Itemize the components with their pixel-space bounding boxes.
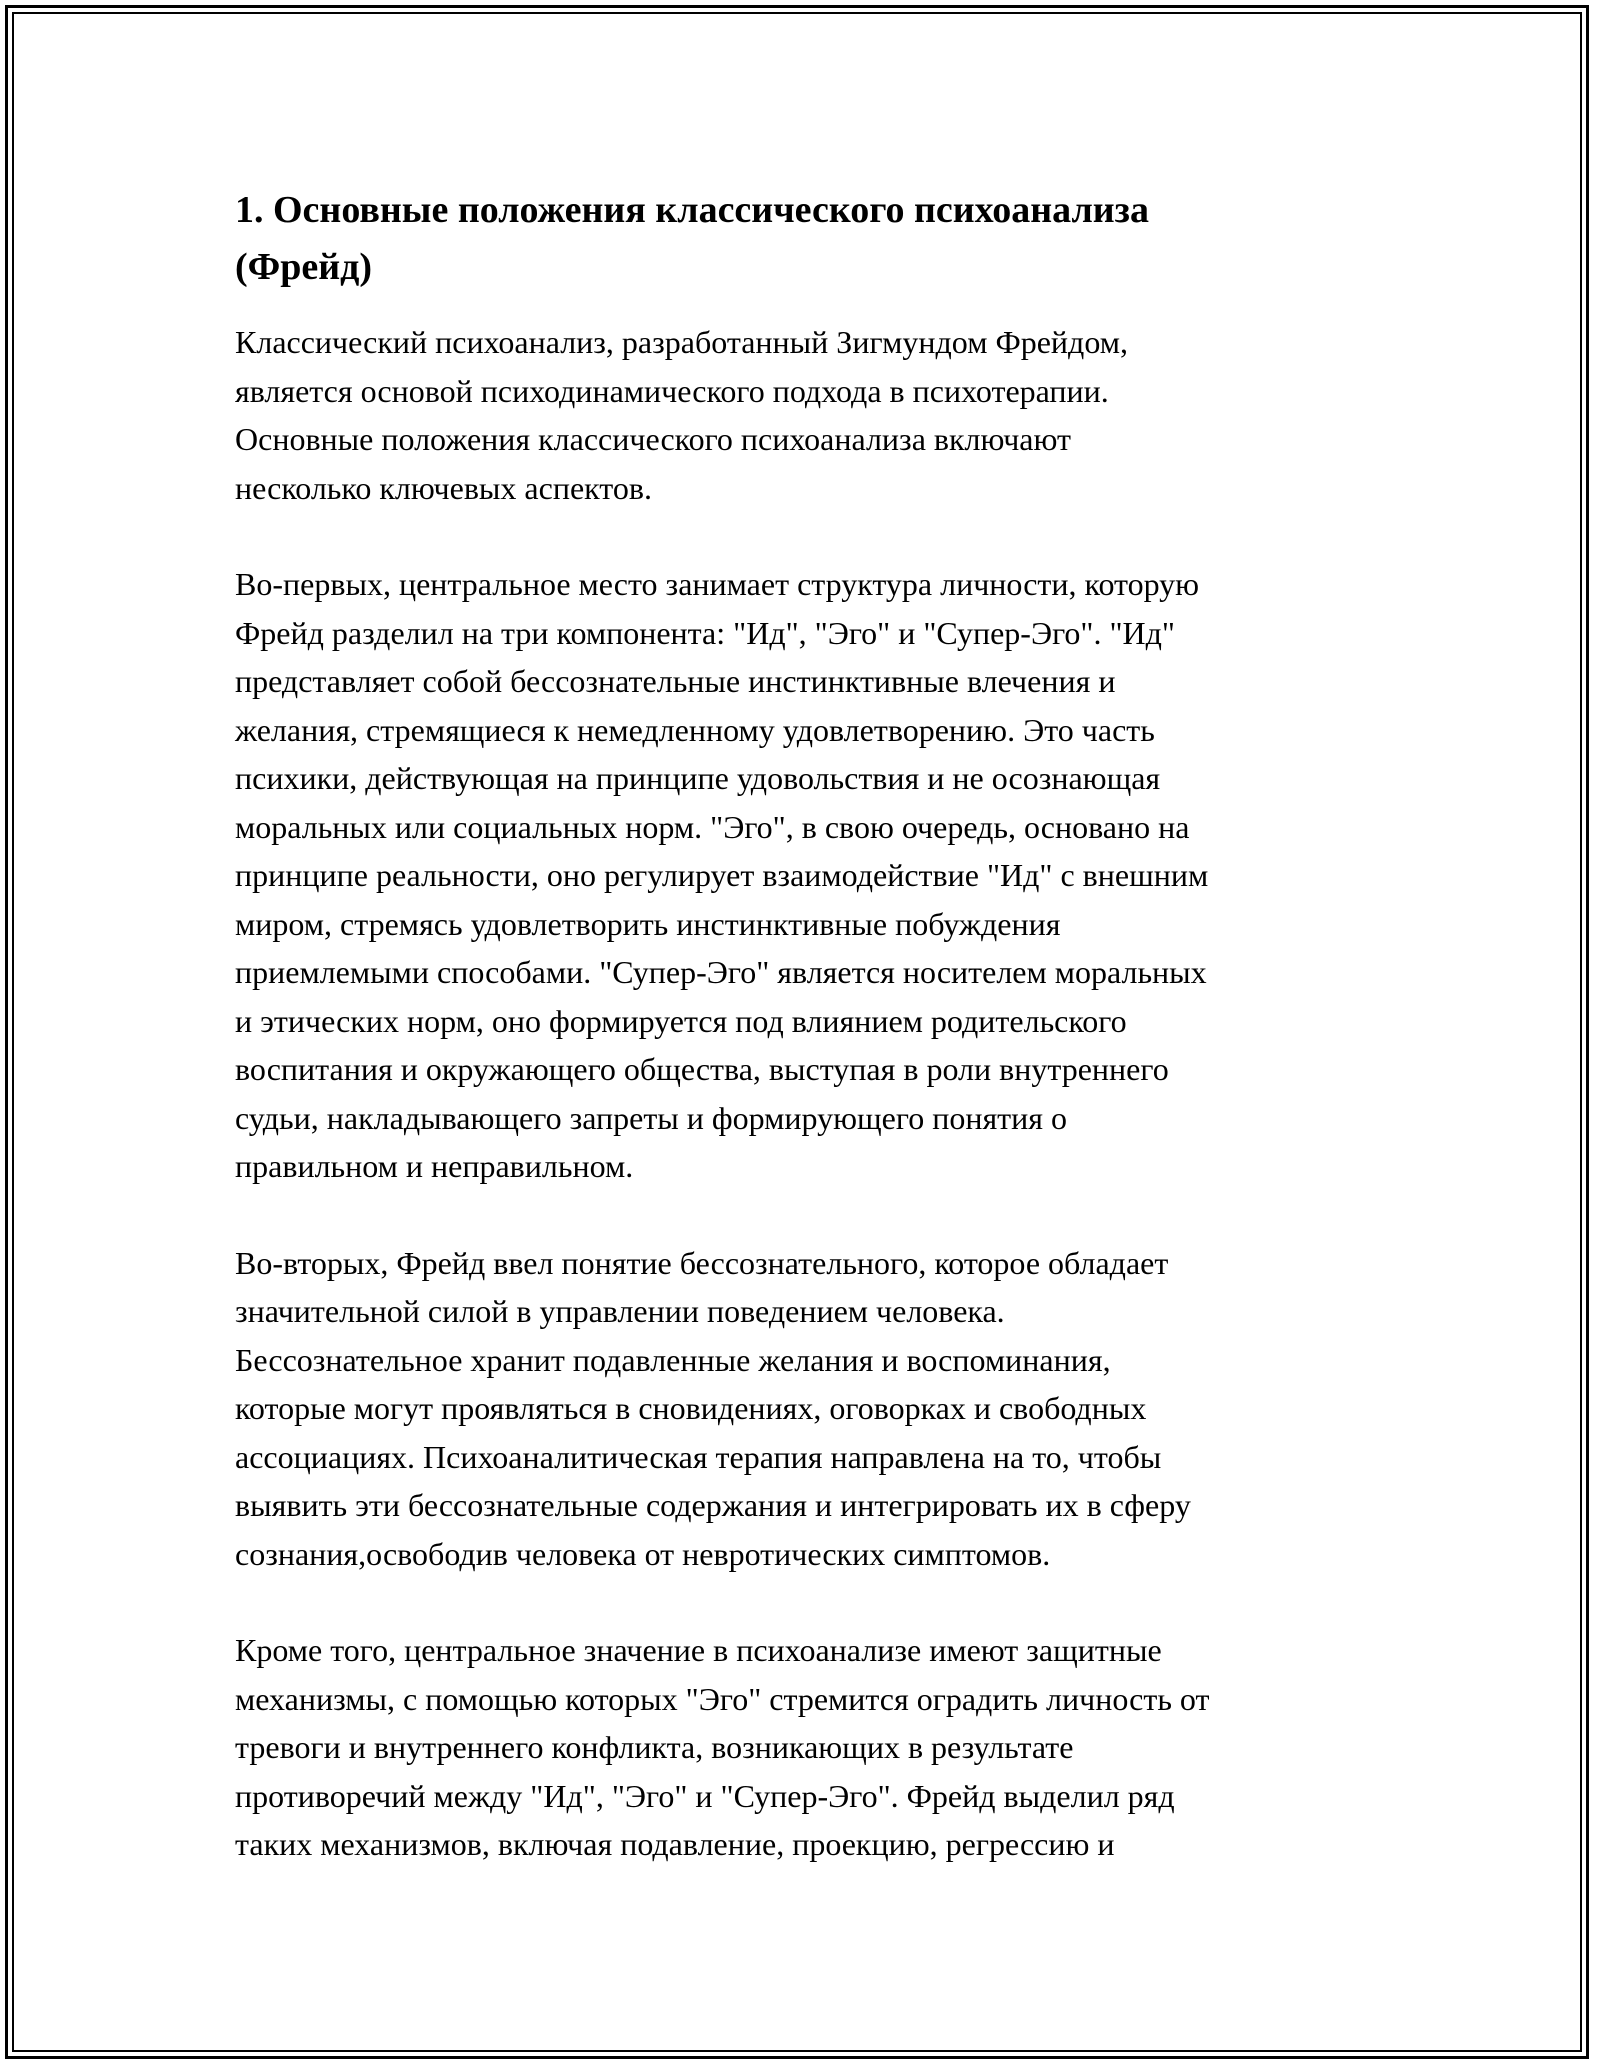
section-heading: 1. Основные положения классического психоанализа (Фрейд)	[235, 189, 1149, 288]
document-body	[235, 182, 1365, 1869]
paragraph-unconscious: Во-вторых, Фрейд ввел понятие бессознательного, которое обладает значительной силой в управлении поведением человека. Бессознательное хранит подавленные желания и воспоминания, которые могут проявляться в сновидениях, оговорках и свободных ассоциациях. Психоаналитическая терапия направлена на то, чтобы выявить эти бессознательные содержания и интегрировать их в сферу сознания,освободив человека от невротических симптомов.	[235, 1244, 1191, 1572]
paragraph-intro: Классический психоанализ, разработанный Зигмундом Фрейдом, является основой психодинамического подхода в психотерапии. Основные положения классического психоанализа включают несколько ключевых аспектов.	[235, 324, 1128, 506]
paragraph-defense-mechanisms: Кроме того, центральное значение в психоанализе имеют защитные механизмы, с помощью которых "Эго" стремится оградить личность от тревоги и внутреннего конфликта, возникающих в результате противоречий между "Ид", "Эго" и "Супер-Эго". Фрейд выделил ряд таких механизмов, включая подавление, проекцию, регрессию и	[235, 1632, 1210, 1862]
paragraph-personality-structure: Во-первых, центральное место занимает структура личности, которую Фрейд разделил на три компонента: "Ид", "Эго" и "Супер-Эго". "Ид" представляет собой бессознательные инстинктивные влечения и желания, стремящиеся к немедленному удовлетворению. Это часть психики, действующая на принципе удовольствия и не осознающая моральных или социальных норм. "Эго", в свою очередь, основано на принципе реальности, оно регулирует взаимодействие "Ид" с внешним миром, стремясь удовлетворить инстинктивные побуждения приемлемыми способами. "Супер-Эго" является носителем моральных и этических норм, оно формируется под влиянием родительского воспитания и окружающего общества, выступая в роли внутреннего судьи, накладывающего запреты и формирующего понятия о правильном и неправильном.	[235, 566, 1209, 1184]
